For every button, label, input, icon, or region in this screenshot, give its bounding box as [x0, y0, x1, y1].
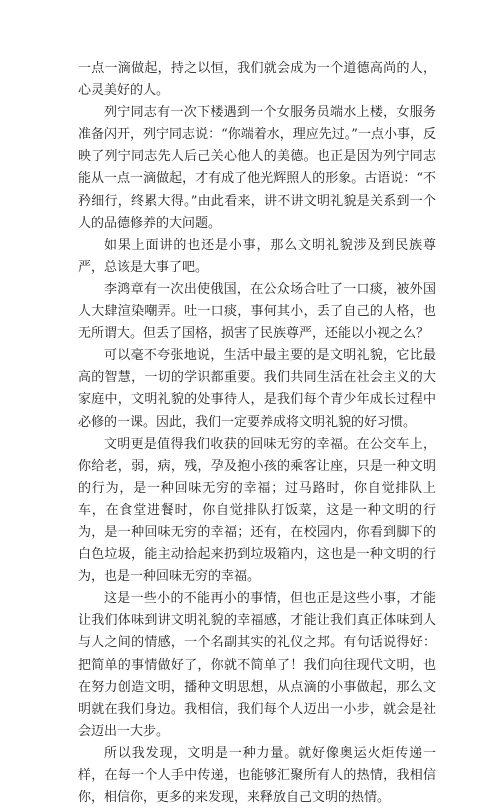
paragraph-3: 如果上面讲的也还是小事，那么文明礼貌涉及到民族尊严，总该是大事了吧。 [78, 237, 436, 275]
paragraph-4: 李鸿章有一次出使俄国，在公众场合吐了一口痰，被外国人大肆渲染嘲弄。吐一口痰，事何其小，丢了自己的人格，也无所谓大。但丢了国格，损害了民族尊严，还能以小视之么？ [78, 281, 436, 342]
document-body [78, 58, 436, 809]
paragraph-2: 列宁同志有一次下楼遇到一个女服务员端水上楼，女服务准备闪开，列宁同志说：“你端着水，理应先过。”一点小事，反映了列宁同志先人后己关心他人的美德。也正是因为列宁同志能从一点一滴做起，才有成了他光辉照人的形象。古语说：“不矜细行，终累大得。”由此看来，讲不讲文明礼貌是关系到一个人的品德修养的大问题。 [78, 105, 436, 231]
paragraph-7: 这是一些小的不能再小的事情，但也正是这些小事，才能让我们体味到讲文明礼貌的幸福感，才能让我们真正体味到人与人之间的情感，一个名副其实的礼仪之邦。有句话说得好：把简单的事情做好了，你就不简单了！我们向往现代文明，也在努力创造文明，播种文明思想，从点滴的小事做起，那么文明就在我们身边。我相信，我们每个人迈出一小步，就会是社会迈出一大步。 [78, 591, 436, 739]
paragraph-6: 文明更是值得我们收获的回味无穷的幸福。在公交车上，你给老，弱，病，残，孕及抱小孩的乘客让座，只是一种文明的行为，是一种回味无穷的幸福；过马路时，你自觉排队上车，在食堂进餐时，你自觉排队打饭菜，这是一种文明的行为，是一种回味无穷的幸福；还有，在校园内，你看到脚下的白色垃圾，能主动拾起来扔到垃圾箱内，这也是一种文明的行为，也是一种回味无穷的幸福。 [78, 436, 436, 585]
paragraph-8: 所以我发现，文明是一种力量。就好像奥运火炬传递一样，在每一个人手中传递，也能够汇聚所有人的热情，我相信你，相信你，更多的来发现，来释放自己文明的热情。 [78, 745, 436, 806]
paragraph-5: 可以毫不夸张地说，生活中最主要的是文明礼貌，它比最高的智慧，一切的学识都重要。我们共同生活在社会主义的大家庭中，文明礼貌的处事待人，是我们每个青少年成长过程中必修的一课。因此，我们一定要养成将文明礼貌的好习惯。 [78, 348, 436, 430]
paragraph-1: 一点一滴做起，持之以恒，我们就会成为一个道德高尚的人，心灵美好的人。 [78, 61, 436, 99]
